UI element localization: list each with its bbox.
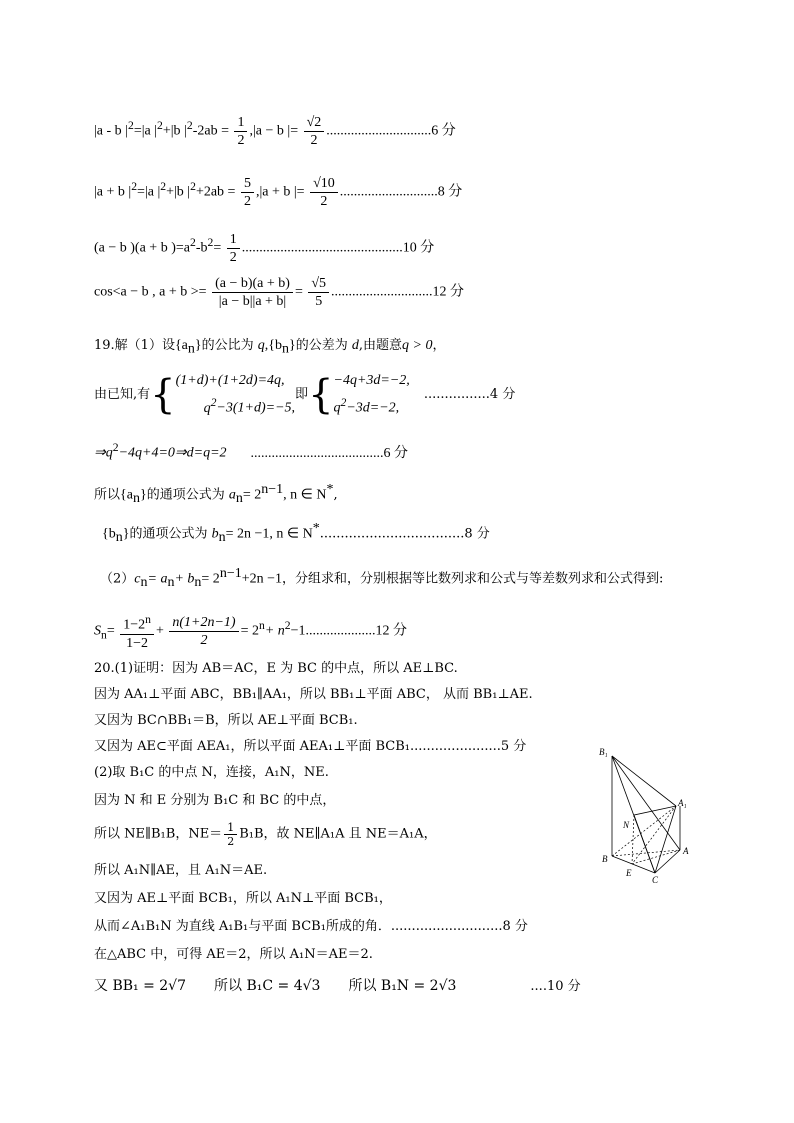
- expr: +2ab =: [195, 184, 236, 200]
- sup: 2: [284, 618, 291, 632]
- expr: +2n −1: [241, 571, 283, 587]
- expr: = 2: [242, 487, 262, 503]
- fraction: [120, 611, 154, 652]
- fraction: [224, 821, 237, 848]
- expr: =: [294, 284, 303, 300]
- expr: }: [289, 338, 296, 353]
- edge-b1-a: [612, 756, 680, 850]
- sup: 2: [189, 236, 196, 250]
- score-mark: ....................12 分: [305, 623, 408, 639]
- q20-line-4: 又因为 AE⊂平面 AEA₁，所以平面 AEA₁⊥平面 BCB₁......................5 分: [94, 739, 527, 754]
- label-a: A: [683, 846, 689, 856]
- eq-sn: [94, 611, 407, 652]
- score-mark: .............................12 分: [331, 284, 465, 300]
- expr: =|a |: [133, 123, 158, 139]
- expr: =: [106, 623, 115, 639]
- sub: n: [140, 574, 148, 590]
- sup: 2: [157, 119, 163, 133]
- expr: -b: [195, 240, 208, 256]
- sup: 2: [210, 396, 217, 409]
- expr: q: [333, 400, 341, 416]
- sub: n: [282, 341, 290, 357]
- q20-line-1: 20.(1)证明：因为 AB＝AC，E 为 BC 的中点，所以 AE⊥BC.: [94, 661, 458, 676]
- score-mark: ..............................6 分: [326, 123, 456, 139]
- expr: q > 0: [402, 338, 433, 353]
- expr: -2ab =: [192, 123, 229, 139]
- brace: {: [308, 371, 334, 418]
- eq-system: [94, 370, 515, 420]
- text: 由已知,有: [94, 386, 151, 402]
- sup: n: [145, 613, 151, 626]
- sub: n: [167, 574, 175, 590]
- eq-diff-magnitude: [94, 114, 456, 149]
- text: 所以 NE∥B₁B，NE＝: [94, 826, 223, 842]
- expr: +: [155, 623, 164, 639]
- expr: }: [194, 338, 202, 353]
- label-a1: A₁: [678, 798, 687, 808]
- q20-line-9: 又因为 AE⊥平面 BCB₁，所以 A₁N⊥平面 BCB₁，: [94, 891, 392, 906]
- eq-cn-sum: [100, 565, 663, 592]
- label-b: B: [602, 854, 608, 864]
- expr: ⇒q: [94, 445, 113, 461]
- edge-n-c: [634, 815, 655, 873]
- expr: }: [122, 526, 130, 542]
- numerator: (a − b)(a + b): [212, 275, 293, 293]
- sup: 2: [160, 180, 167, 194]
- sub: n: [194, 574, 202, 590]
- q20-line-3: 又因为 BC∩BB₁＝B，所以 AE⊥平面 BCB₁.: [94, 713, 358, 728]
- expr: =: [213, 240, 222, 256]
- denominator: 2: [229, 250, 237, 265]
- expr: −4q+3d=−2,: [333, 373, 410, 388]
- system-right: [334, 370, 410, 420]
- numerator: √10: [310, 175, 338, 193]
- eq-sum-magnitude: [94, 175, 462, 210]
- fraction: [310, 175, 338, 210]
- denominator: 2: [237, 133, 245, 148]
- fraction: [241, 175, 254, 210]
- numerator: √2: [304, 114, 325, 132]
- expr: ,|a − b |=: [249, 123, 299, 139]
- var: d: [351, 338, 359, 353]
- sup: 2: [112, 441, 119, 454]
- sub: n: [101, 628, 107, 642]
- score-mark: ....10 分: [530, 979, 581, 994]
- text: （2）: [100, 571, 135, 587]
- text: 的通项公式为: [129, 526, 208, 542]
- denominator: 2: [200, 632, 208, 648]
- fraction: [304, 114, 325, 149]
- sup: n: [259, 618, 265, 632]
- prism-diagram: [596, 742, 696, 884]
- eq-bn-formula: [102, 520, 490, 547]
- text: 的公差为: [295, 338, 348, 353]
- expr: ,|a + b |=: [255, 184, 305, 200]
- score-mark: ...................................8 分: [319, 526, 490, 542]
- expr: +|b |: [162, 123, 187, 139]
- expr: −3d=−2,: [346, 400, 400, 416]
- q20-line-11: 在△ABC 中，可得 AE＝2，所以 A₁N＝AE＝2.: [94, 947, 373, 962]
- sup: 2: [207, 236, 214, 250]
- q20-line-6: 因为 N 和 E 分别为 B₁C 和 BC 的中点，: [94, 793, 336, 808]
- eq-an-formula: [94, 481, 338, 508]
- numerator: 5: [241, 175, 254, 193]
- expr: +|b |: [166, 184, 191, 200]
- expr: = 2: [240, 623, 259, 639]
- sup: 2: [186, 119, 193, 133]
- text: ,: [333, 487, 338, 503]
- expr: q: [203, 400, 211, 416]
- expr: −3(1+d)=−5,: [216, 400, 296, 416]
- expr: + n: [264, 623, 285, 639]
- numerator: 1: [234, 114, 247, 132]
- expr: =|a |: [137, 184, 161, 200]
- label-b1: B₁: [599, 747, 608, 757]
- fraction: [227, 231, 240, 266]
- text: 的通项公式为: [146, 487, 225, 503]
- text: 即: [295, 386, 309, 402]
- sup: 2: [127, 119, 134, 133]
- expr: 1−2: [123, 617, 146, 633]
- expr: −4q+4=0⇒d=q=2: [118, 445, 227, 461]
- expr: (1+d)+(1+2d)=4q,: [175, 373, 285, 388]
- denominator: |a − b||a + b|: [218, 294, 287, 309]
- label-c: C: [652, 875, 659, 884]
- numerator: [120, 611, 154, 635]
- eq-cosine: [94, 275, 464, 310]
- q19-intro: [94, 337, 446, 359]
- q20-line-2: 因为 AA₁⊥平面 ABC，BB₁∥AA₁，所以 BB₁⊥平面 ABC， 从而 BB₁⊥AE.: [94, 687, 533, 702]
- fraction: [308, 275, 329, 310]
- expr: {a: [174, 338, 188, 353]
- numerator: √5: [308, 275, 329, 293]
- expr: a: [228, 487, 236, 503]
- q20-line-8: 所以 A₁N∥AE，且 A₁N＝AE.: [94, 863, 268, 878]
- sup: *: [312, 521, 320, 536]
- brace: {: [150, 371, 176, 418]
- text: ，分组求和，分别根据等比数列求和公式与等差数列求和公式得到:: [282, 571, 664, 587]
- label-e: E: [626, 868, 632, 878]
- fraction: [234, 114, 247, 149]
- q20-line-7: [94, 821, 437, 848]
- eq-solve: [94, 439, 408, 463]
- var: q: [257, 338, 265, 353]
- fraction: [169, 614, 238, 649]
- denominator: 2: [310, 133, 318, 148]
- text: B₁B，故 NE∥A₁A 且 NE＝A₁A，: [239, 826, 437, 842]
- system-left: [176, 370, 295, 420]
- text: ，: [432, 338, 446, 353]
- numerator: n(1+2n−1): [169, 614, 238, 632]
- expr: cos<a − b , a + b >=: [94, 284, 207, 300]
- text: 所以: [94, 487, 121, 503]
- q20-line-10: 从而∠A₁B₁N 为直线 A₁B₁与平面 BCB₁所成的角．...........................8 分: [94, 919, 528, 934]
- expr: = 2: [201, 571, 220, 587]
- expr: −1: [290, 623, 306, 639]
- text: 又 BB₁ = 2√7: [94, 978, 187, 994]
- sup: *: [326, 482, 334, 497]
- text: 19.解（1）设: [94, 338, 175, 353]
- fraction: [212, 275, 293, 310]
- label-n: N: [623, 820, 630, 830]
- expr: = a: [147, 571, 168, 587]
- sub: n: [218, 529, 226, 545]
- sub: n: [115, 529, 123, 545]
- expr: (a − b )(a + b )=a: [94, 240, 190, 256]
- sub: n: [187, 341, 195, 357]
- q20-line-12: [94, 977, 581, 996]
- expr: ,{b: [264, 338, 283, 353]
- expr: S: [94, 623, 101, 639]
- denominator: 5: [315, 294, 323, 309]
- sup: 2: [340, 396, 347, 409]
- denominator: 2: [320, 194, 328, 209]
- score-mark: ............................8 分: [339, 184, 463, 200]
- sup: 2: [190, 180, 196, 194]
- numerator: 1: [227, 231, 240, 249]
- text: 的公比为: [201, 338, 254, 353]
- text: 所以 B₁C = 4√3: [214, 978, 321, 994]
- expr: {a: [120, 487, 133, 503]
- sup: n−1: [219, 566, 242, 581]
- text: ,由题意: [358, 338, 403, 353]
- sup: n−1: [261, 482, 284, 497]
- expr: {b: [102, 526, 116, 542]
- expr: c: [134, 571, 141, 587]
- hidden-edge-b-a: [612, 850, 680, 856]
- expr: = 2n −1, n ∈ N: [225, 526, 313, 542]
- text: 所以 B₁N = 2√3: [348, 978, 457, 994]
- sub: n: [235, 490, 243, 506]
- score-mark: ......................................6 分: [250, 445, 409, 461]
- hidden-edge-n-e: [632, 815, 634, 864]
- expr: }: [139, 487, 147, 503]
- denominator: 2: [227, 835, 235, 848]
- numerator: 1: [224, 821, 237, 835]
- score-mark: ................4 分: [423, 386, 516, 402]
- q20-line-5: (2)取 B₁C 的中点 N，连接，A₁N，NE.: [94, 765, 329, 780]
- score-mark: ..............................................10 分: [241, 240, 435, 256]
- sub: n: [132, 490, 140, 506]
- expr: |a - b |: [94, 123, 128, 139]
- expr: |a + b |: [94, 184, 132, 200]
- denominator: 1−2: [126, 635, 149, 651]
- sup: 2: [131, 180, 138, 194]
- expr: , n ∈ N: [283, 487, 327, 503]
- denominator: 2: [243, 194, 251, 209]
- expr: b: [211, 526, 219, 542]
- eq-dot-product: [94, 231, 434, 266]
- expr: + b: [174, 571, 195, 587]
- edge-b-c: [612, 856, 655, 873]
